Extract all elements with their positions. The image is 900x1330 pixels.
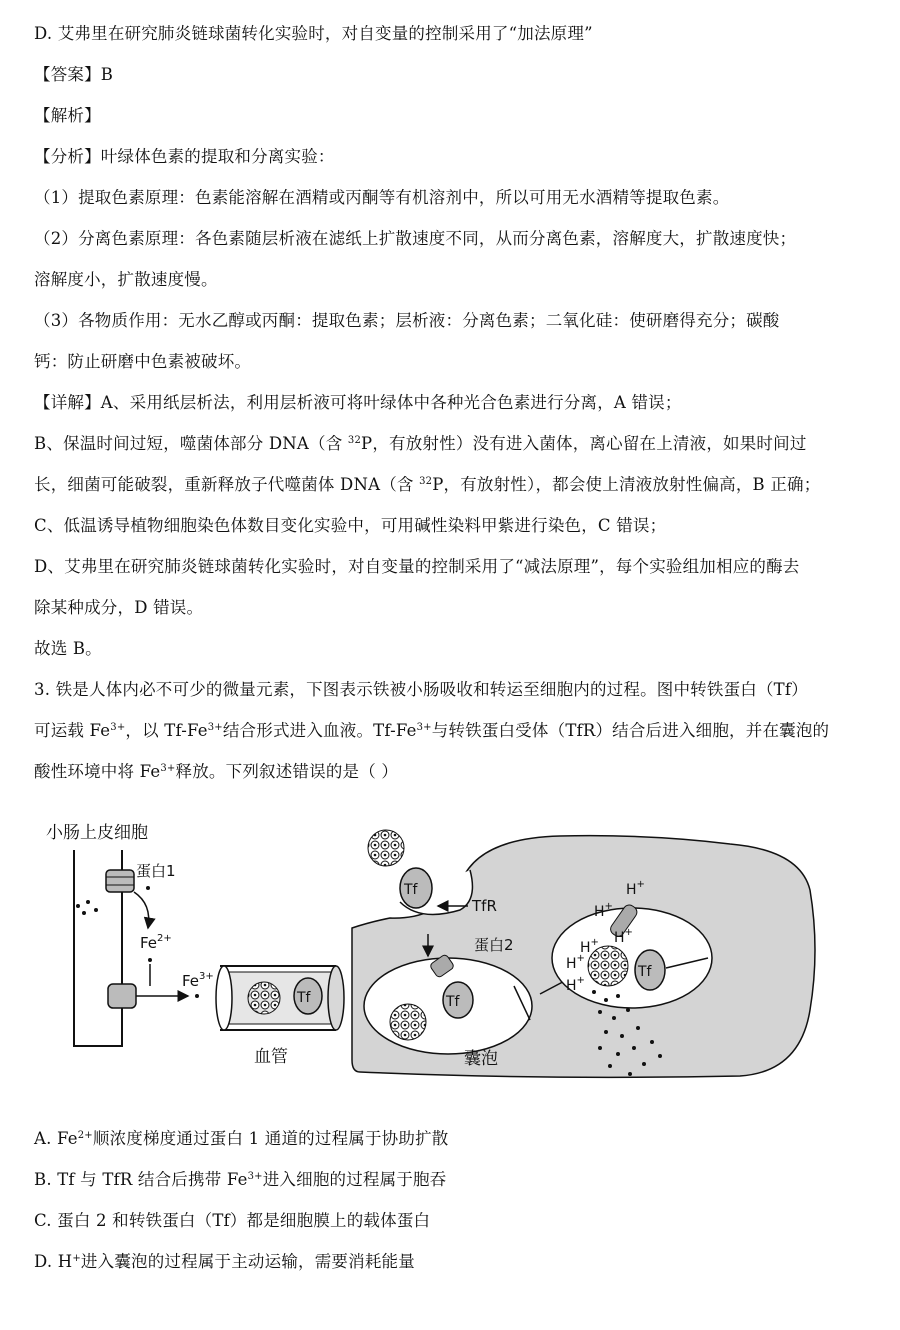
text-line: 长，细菌可能破裂，重新释放子代噬菌体 DNA（含 $^{32}$P，有放射性），都会使上清液放射性偏高，B 正确； — [34, 475, 821, 494]
h-ion: H+ — [594, 901, 613, 920]
vessel-label: 血管 — [254, 1047, 288, 1067]
question-line: 可运载 $Fe^{3+}$，以 $Tf-Fe^{3+}$结合形式进入血液。$Tf-Fe^{3+}$与转铁蛋白受体（TfR）结合后进入细胞，并在囊泡的 — [34, 721, 830, 740]
svg-text:Tf: Tf — [404, 882, 418, 898]
h-ion: H+ — [580, 937, 599, 956]
text-line: 【详解】A、采用纸层析法，利用层析液可将叶绿体中各种光合色素进行分离，A 错误； — [34, 393, 682, 412]
text-line: 溶解度小，扩散速度慢。 — [34, 270, 218, 289]
protein1-label: 蛋白1 — [136, 862, 176, 880]
cell-label: 小肠上皮细胞 — [46, 823, 148, 843]
option-a: A. $Fe^{2+}$顺浓度梯度通过蛋白 1 通道的过程属于协助扩散 — [34, 1129, 449, 1148]
fe2-particles — [76, 900, 98, 915]
protein1-channel — [106, 870, 134, 892]
option-c: C. 蛋白 2 和转铁蛋白（Tf）都是细胞膜上的载体蛋白 — [34, 1211, 431, 1230]
h-ion: H+ — [566, 953, 585, 972]
option-b: B. Tf 与 TfR 结合后携带 $Fe^{3+}$进入细胞的过程属于胞吞 — [34, 1170, 447, 1189]
svg-text:Tf: Tf — [297, 990, 311, 1006]
text-line: D. 艾弗里在研究肺炎链球菌转化实验时，对自变量的控制采用了“加法原理” — [34, 24, 593, 43]
vesicle-label: 囊泡 — [464, 1049, 498, 1069]
answer-line: 【答案】B — [34, 65, 114, 84]
text-line: D、艾弗里在研究肺炎链球菌转化实验时，对自变量的控制采用了“减法原理”，每个实验组加相应的酶去 — [34, 557, 800, 576]
question-line: 3. 铁是人体内必不可少的微量元素，下图表示铁被小肠吸收和转运至细胞内的过程。图中转铁蛋白（Tf） — [34, 680, 808, 699]
question-line: 酸性环境中将 $Fe^{3+}$释放。下列叙述错误的是（ ） — [34, 762, 399, 781]
text-line: 故选 B。 — [34, 639, 102, 658]
option-d: D. H+进入囊泡的过程属于主动运输，需要消耗能量 — [34, 1252, 415, 1271]
text-line: B、保温时间过短，噬菌体部分 DNA（含 $^{32}$P，有放射性）没有进入菌体，离心留在上清液，如果时间过 — [34, 434, 807, 453]
text-line: （3）各物质作用：无水乙醇或丙酮：提取色素；层析液：分离色素；二氧化硅：使研磨得充分；碳酸 — [34, 311, 780, 330]
text-line: 钙：防止研磨中色素被破坏。 — [34, 352, 252, 371]
protein2-label: 蛋白2 — [474, 936, 514, 954]
svg-text:Tf: Tf — [638, 964, 652, 980]
text-line: C、低温诱导植物细胞染色体数目变化实验中，可用碱性染料甲紫进行染色，C 错误； — [34, 516, 667, 535]
fe2-label: $Fe^{2+}$ — [140, 933, 172, 952]
h-ion: H+ — [626, 879, 645, 898]
text-line: （2）分离色素原理：各色素随层析液在滤纸上扩散速度不同，从而分离色素，溶解度大，扩散速度快； — [34, 229, 797, 248]
iron-transport-diagram — [40, 810, 860, 1100]
tfr-label: TfR — [472, 897, 497, 915]
text-line: （1）提取色素原理：色素能溶解在酒精或丙酮等有机溶剂中，所以可用无水酒精等提取色素。 — [34, 188, 730, 207]
text-line: 【分析】叶绿体色素的提取和分离实验： — [34, 147, 335, 166]
h-ion: H+ — [614, 927, 633, 946]
text-line: 除某种成分，D 错误。 — [34, 598, 204, 617]
h-ion: H+ — [566, 975, 585, 994]
iron-cluster — [368, 830, 404, 866]
basolateral-transporter — [108, 984, 136, 1008]
fe3-label: $Fe^{3+}$ — [182, 971, 214, 990]
blood-vessel — [216, 966, 344, 1030]
analysis-heading: 【解析】 — [34, 106, 101, 125]
svg-text:Tf: Tf — [446, 994, 460, 1010]
